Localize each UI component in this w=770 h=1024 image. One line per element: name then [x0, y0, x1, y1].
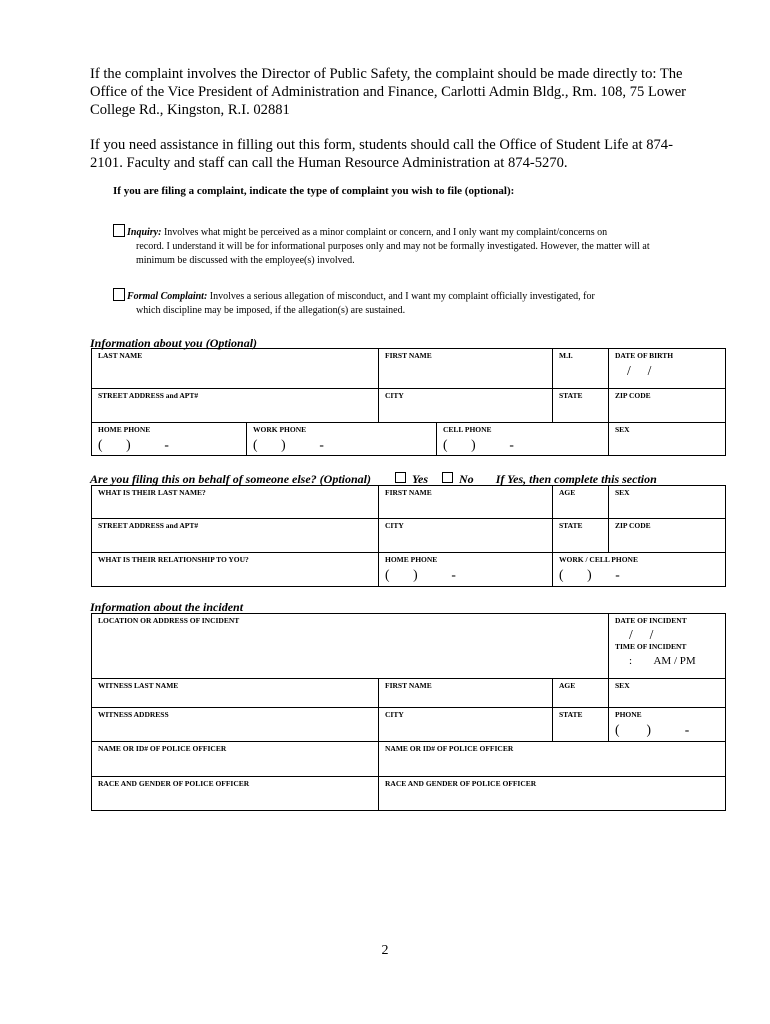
location-field[interactable] — [92, 614, 609, 679]
page-number: 2 — [381, 943, 389, 958]
zip-label: ZIP CODE — [615, 391, 651, 400]
city-label: CITY — [385, 391, 404, 400]
officer-name-field-1[interactable] — [92, 742, 379, 777]
location-label: LOCATION OR ADDRESS OF INCIDENT — [98, 616, 240, 625]
time-of-incident-label: TIME OF INCIDENT — [615, 642, 687, 651]
witness-phone-value: ( ) - — [615, 722, 690, 737]
their-zip-field[interactable] — [609, 519, 726, 553]
date-of-incident-value: / / — [629, 627, 654, 642]
first-name-label: FIRST NAME — [385, 351, 432, 360]
their-last-name-field[interactable] — [92, 486, 379, 519]
witness-first-name-label: FIRST NAME — [385, 681, 432, 690]
no-checkbox[interactable] — [442, 472, 453, 483]
witness-city-label: CITY — [385, 710, 404, 719]
mi-field[interactable] — [553, 349, 609, 389]
incident-heading: Information about the incident — [90, 600, 244, 614]
behalf-condition: If Yes, then complete this section — [495, 472, 657, 486]
their-first-name-field[interactable] — [379, 486, 553, 519]
their-work-cell-phone-value: ( ) - — [559, 567, 620, 582]
their-home-phone-value: ( ) - — [385, 567, 456, 582]
work-phone-label: WORK PHONE — [253, 425, 307, 434]
no-label: No — [459, 472, 474, 486]
work-phone-value: ( ) - — [253, 437, 324, 452]
witness-phone-field[interactable] — [609, 708, 726, 742]
their-street-field[interactable] — [92, 519, 379, 553]
witness-sex-label: SEX — [615, 681, 630, 690]
their-sex-label: SEX — [615, 488, 630, 497]
their-state-field[interactable] — [553, 519, 609, 553]
intro-paragraph-assistance: If you need assistance in filling out this form, students should call the Office of Student Life at 874-2101. Faculty and staff can call the Human Resource Administration at 874-5270. — [90, 137, 673, 171]
witness-city-field[interactable] — [379, 708, 553, 742]
officer-race-label-2: RACE AND GENDER OF POLICE OFFICER — [385, 779, 537, 788]
inquiry-text: Involves what might be perceived as a minor complaint or concern, and I only want my complaint/concerns on — [161, 227, 608, 238]
officer-race-field-1[interactable] — [92, 777, 379, 811]
their-work-cell-phone-field[interactable] — [553, 553, 726, 587]
witness-state-field[interactable] — [553, 708, 609, 742]
witness-sex-field[interactable] — [609, 679, 726, 708]
sex-field[interactable] — [609, 423, 726, 456]
their-sex-field[interactable] — [609, 486, 726, 519]
formal-complaint-text-continued: which discipline may be imposed, if the allegation(s) are sustained. — [136, 305, 406, 316]
dob-field[interactable] — [609, 349, 726, 389]
dob-value: / / — [627, 363, 652, 378]
behalf-table — [91, 485, 726, 587]
officer-name-label-1: NAME OR ID# OF POLICE OFFICER — [98, 744, 227, 753]
yes-label: Yes — [412, 472, 429, 486]
dob-label: DATE OF BIRTH — [615, 351, 674, 360]
officer-name-label-2: NAME OR ID# OF POLICE OFFICER — [385, 744, 514, 753]
work-phone-field[interactable] — [247, 423, 437, 456]
officer-name-field-2[interactable] — [379, 742, 726, 777]
witness-last-name-field[interactable] — [92, 679, 379, 708]
their-home-phone-field[interactable] — [379, 553, 553, 587]
last-name-label: LAST NAME — [98, 351, 143, 360]
time-of-incident-value: : AM / PM — [629, 655, 696, 667]
witness-address-field[interactable] — [92, 708, 379, 742]
home-phone-label: HOME PHONE — [98, 425, 151, 434]
mi-label: M.I. — [559, 351, 573, 360]
relationship-label: WHAT IS THEIR RELATIONSHIP TO YOU? — [98, 555, 249, 564]
intro-paragraph-public-safety: If the complaint involves the Director of Public Safety, the complaint should be made directly to: The Office of the Vice President of Administration and Finance, Carlotti Admin Bldg., Rm. 108, 75 Lower College Rd., Kingston, R.I. 02881 — [90, 66, 687, 118]
home-phone-value: ( ) - — [98, 437, 169, 452]
their-last-name-label: WHAT IS THEIR LAST NAME? — [98, 488, 206, 497]
state-label: STATE — [559, 391, 583, 400]
cell-phone-label: CELL PHONE — [443, 425, 492, 434]
formal-complaint-checkbox[interactable] — [113, 288, 125, 301]
date-of-incident-label: DATE OF INCIDENT — [615, 616, 687, 625]
their-age-label: AGE — [559, 488, 576, 497]
home-phone-field[interactable] — [92, 423, 247, 456]
formal-complaint-option — [113, 288, 678, 318]
complaint-type-question: If you are filing a complaint, indicate the type of complaint you wish to file (optional): — [113, 185, 515, 197]
date-time-field[interactable] — [609, 614, 726, 679]
relationship-field[interactable] — [92, 553, 379, 587]
city-field[interactable] — [379, 389, 553, 423]
their-age-field[interactable] — [553, 486, 609, 519]
street-label: STREET ADDRESS and APT# — [98, 391, 199, 400]
their-state-label: STATE — [559, 521, 583, 530]
inquiry-checkbox[interactable] — [113, 224, 125, 237]
their-zip-label: ZIP CODE — [615, 521, 651, 530]
witness-last-name-label: WITNESS LAST NAME — [98, 681, 179, 690]
their-work-cell-phone-label: WORK / CELL PHONE — [559, 555, 638, 564]
sex-label: SEX — [615, 425, 630, 434]
formal-complaint-title: Formal Complaint: — [127, 291, 208, 302]
inquiry-title: Inquiry: — [127, 227, 162, 238]
witness-age-field[interactable] — [553, 679, 609, 708]
cell-phone-field[interactable] — [437, 423, 609, 456]
their-first-name-label: FIRST NAME — [385, 488, 432, 497]
street-field[interactable] — [92, 389, 379, 423]
officer-race-field-2[interactable] — [379, 777, 726, 811]
about-you-table — [91, 348, 726, 456]
formal-complaint-text: Involves a serious allegation of misconduct, and I want my complaint officially investigated, for — [207, 291, 595, 302]
incident-table — [91, 613, 726, 811]
witness-phone-label: PHONE — [615, 710, 642, 719]
last-name-field[interactable] — [92, 349, 379, 389]
state-field[interactable] — [553, 389, 609, 423]
witness-state-label: STATE — [559, 710, 583, 719]
cell-phone-value: ( ) - — [443, 437, 514, 452]
zip-field[interactable] — [609, 389, 726, 423]
their-city-field[interactable] — [379, 519, 553, 553]
witness-first-name-field[interactable] — [379, 679, 553, 708]
inquiry-option — [113, 224, 678, 268]
yes-checkbox[interactable] — [395, 472, 406, 483]
about-you-heading: Information about you (Optional) — [90, 336, 258, 350]
officer-race-label-1: RACE AND GENDER OF POLICE OFFICER — [98, 779, 250, 788]
their-street-label: STREET ADDRESS and APT# — [98, 521, 199, 530]
witness-address-label: WITNESS ADDRESS — [98, 710, 169, 719]
witness-age-label: AGE — [559, 681, 576, 690]
behalf-heading: Are you filing this on behalf of someone else? (Optional) — [90, 472, 372, 486]
their-city-label: CITY — [385, 521, 404, 530]
first-name-field[interactable] — [379, 349, 553, 389]
inquiry-text-continued: record. I understand it will be for informational purposes only and may not be formally investigated. However, the matter will at minimum be discussed with the employee(s) involved. — [136, 241, 650, 266]
their-home-phone-label: HOME PHONE — [385, 555, 438, 564]
